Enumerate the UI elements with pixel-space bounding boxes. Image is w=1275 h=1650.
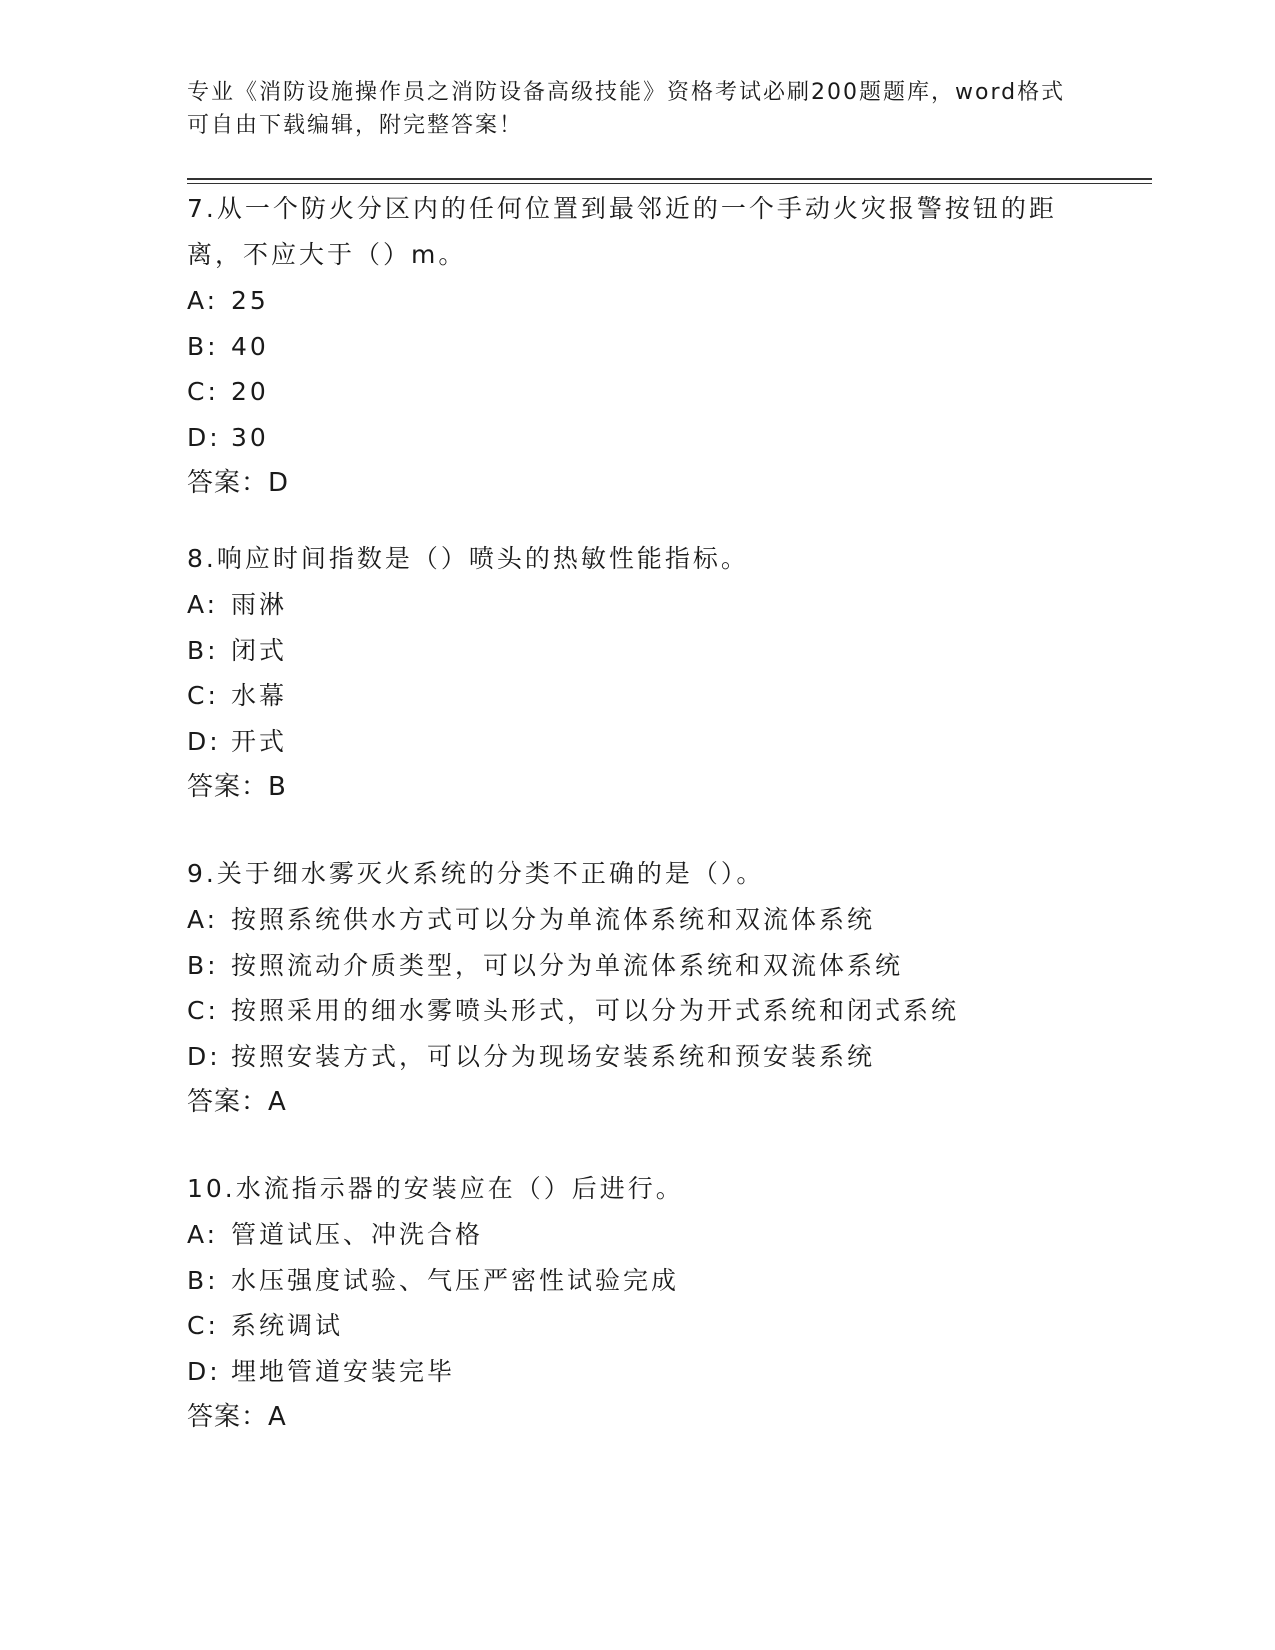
option-letter: C: bbox=[187, 681, 219, 710]
option-letter: C: bbox=[187, 996, 219, 1025]
option-text: 按照系统供水方式可以分为单流体系统和双流体系统 bbox=[231, 905, 876, 934]
question-stem: 10.水流指示器的安装应在（）后进行。 bbox=[187, 1174, 684, 1203]
option-text: 系统调试 bbox=[231, 1311, 344, 1340]
option-text: 开式 bbox=[231, 726, 288, 756]
option-d bbox=[187, 719, 1087, 765]
option-letter: B: bbox=[187, 635, 219, 665]
question-stem: 8.响应时间指数是（）喷头的热敏性能指标。 bbox=[187, 544, 749, 573]
option-text: 闭式 bbox=[231, 635, 288, 665]
option-letter: A: bbox=[187, 590, 219, 619]
question-9 bbox=[187, 851, 1087, 1125]
option-text: 管道试压、冲洗合格 bbox=[231, 1220, 484, 1249]
option-text: 按照安装方式，可以分为现场安装系统和预安装系统 bbox=[231, 1041, 876, 1071]
option-d bbox=[187, 1349, 1087, 1395]
question-7 bbox=[187, 186, 1087, 506]
option-text: 埋地管道安装完毕 bbox=[231, 1356, 456, 1386]
option-c bbox=[187, 988, 1087, 1034]
answer-label: 答案：A bbox=[187, 1087, 287, 1117]
option-a bbox=[187, 278, 1087, 324]
option-letter: C: bbox=[187, 1311, 219, 1340]
option-letter: D: bbox=[187, 726, 221, 756]
option-letter: A: bbox=[187, 286, 219, 315]
option-a bbox=[187, 897, 1087, 943]
option-letter: C: bbox=[187, 377, 219, 406]
option-text: 40 bbox=[231, 331, 269, 361]
header-rule-thin bbox=[187, 183, 1152, 184]
answer-label: 答案：B bbox=[187, 772, 287, 802]
option-letter: A: bbox=[187, 1220, 219, 1249]
option-a bbox=[187, 582, 1087, 628]
document-header: 专业《消防设施操作员之消防设备高级技能》资格考试必刷200题题库，word格式可自由下载编辑，附完整答案！ bbox=[187, 80, 1066, 138]
option-b bbox=[187, 324, 1087, 370]
option-letter: B: bbox=[187, 331, 219, 361]
option-text: 水幕 bbox=[231, 681, 288, 710]
option-text: 雨淋 bbox=[231, 590, 288, 619]
answer-label: 答案：A bbox=[187, 1402, 287, 1432]
option-c bbox=[187, 673, 1087, 719]
option-b bbox=[187, 943, 1087, 989]
question-10 bbox=[187, 1166, 1087, 1440]
option-d bbox=[187, 1034, 1087, 1080]
option-text: 水压强度试验、气压严密性试验完成 bbox=[231, 1265, 680, 1295]
option-letter: A: bbox=[187, 905, 219, 934]
option-c bbox=[187, 369, 1087, 415]
option-b bbox=[187, 1258, 1087, 1304]
option-text: 20 bbox=[231, 377, 269, 406]
option-letter: B: bbox=[187, 950, 219, 980]
option-text: 按照流动介质类型，可以分为单流体系统和双流体系统 bbox=[231, 950, 904, 980]
header-rule-thick bbox=[187, 178, 1152, 180]
answer-label: 答案：D bbox=[187, 468, 290, 498]
option-text: 30 bbox=[231, 422, 269, 452]
option-d bbox=[187, 415, 1087, 461]
option-letter: D: bbox=[187, 1356, 221, 1386]
question-stem: 7.从一个防火分区内的任何位置到最邻近的一个手动火灾报警按钮的距离，不应大于（）m。 bbox=[187, 194, 1057, 269]
option-letter: B: bbox=[187, 1265, 219, 1295]
question-stem: 9.关于细水雾灭火系统的分类不正确的是（）。 bbox=[187, 859, 765, 888]
option-text: 按照采用的细水雾喷头形式，可以分为开式系统和闭式系统 bbox=[231, 996, 960, 1025]
question-8 bbox=[187, 536, 1087, 810]
option-letter: D: bbox=[187, 422, 221, 452]
option-b bbox=[187, 628, 1087, 674]
option-c bbox=[187, 1303, 1087, 1349]
option-letter: D: bbox=[187, 1041, 221, 1071]
option-a bbox=[187, 1212, 1087, 1258]
option-text: 25 bbox=[231, 286, 269, 315]
